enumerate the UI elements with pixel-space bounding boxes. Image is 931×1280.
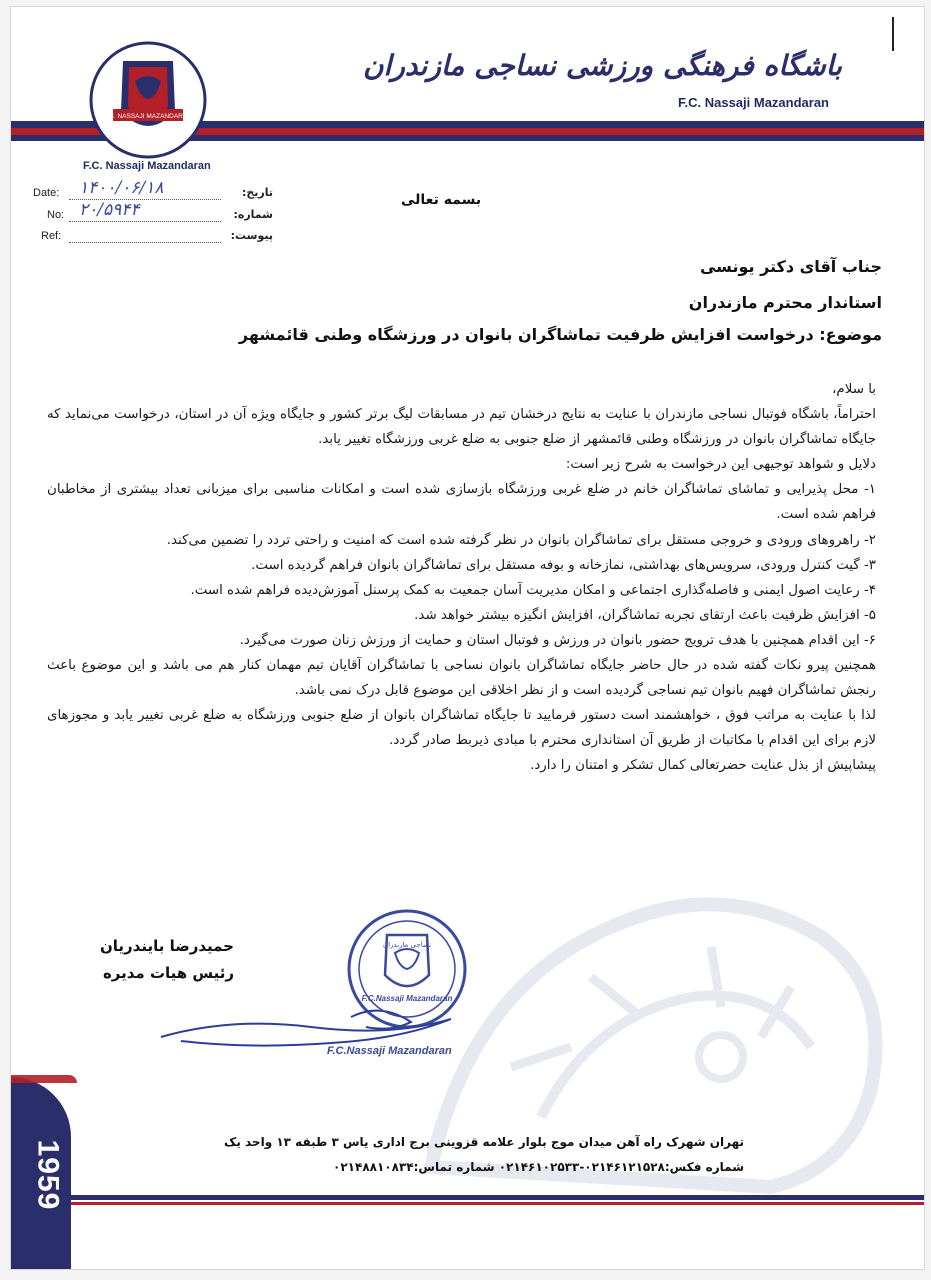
club-name-en: F.C. Nassaji Mazandaran bbox=[678, 95, 829, 110]
closing-paragraph: پیشاپیش از بذل عنایت حضرتعالی کمال تشکر و امتنان را دارد. bbox=[530, 758, 876, 774]
footer-phones: شماره فکس:۰۲۱۴۶۱۲۱۵۲۸-۰۲۱۴۶۱۰۲۵۳۳ شماره تماس:۰۲۱۴۸۸۱۰۸۳۴ bbox=[333, 1160, 744, 1174]
stamp-text-fa: نساجی مازندران bbox=[382, 941, 432, 949]
reason-item-4: ۴- رعایت اصول ایمنی و فاصله‌گذاری اجتماعی و امکان مدیریت آسان جمعیت به کمک پرسنل آموزش‌دیده فراهم شده است. bbox=[190, 582, 876, 598]
founding-year: 1959 bbox=[31, 1139, 64, 1211]
logo-caption: F.C. Nassaji Mazandaran bbox=[83, 160, 211, 172]
number-label-en: No: bbox=[47, 209, 65, 221]
letter-page bbox=[10, 6, 925, 1270]
date-value: ۱۴۰۰/۰۶/۱۸ bbox=[79, 178, 164, 198]
signatory-name: حمیدرضا بایندریان bbox=[99, 937, 234, 955]
footer-stripe-navy bbox=[71, 1195, 924, 1200]
date-label-fa: تاریخ: bbox=[241, 186, 273, 199]
recipient-title: استاندار محترم مازندران bbox=[688, 293, 882, 312]
date-label-en: Date: bbox=[33, 187, 60, 199]
greeting: با سلام، bbox=[832, 382, 876, 397]
club-logo bbox=[83, 41, 213, 159]
footer-stripe-thin-red bbox=[71, 1202, 924, 1205]
ref-label-fa: پیوست: bbox=[230, 229, 273, 242]
reason-item-6: ۶- این اقدام همچنین با هدف ترویج حضور بانوان در ورزش و فوتبال استان و حمایت از ورزش زنان صورت می‌گیرد. bbox=[239, 632, 876, 648]
reason-item-1: ۱- محل پذیرایی و تماشای تماشاگران خانم در ضلع غربی ورزشگاه بازسازی شده است و امکانات مناسبی برای میزبانی تعداد بیشتری از مخاطبان فراهم شده است. bbox=[47, 482, 876, 523]
reason-item-2: ۲- راهروهای ورودی و خروجی مستقل برای تماشاگران بانوان در نظر گرفته شده است که امنیت و راحتی تردد را تضمین می‌کند. bbox=[166, 532, 876, 548]
ref-label-en: Ref: bbox=[41, 230, 62, 242]
reasons-intro: دلایل و شواهد توجیهی این درخواست به شرح زیر است: bbox=[565, 457, 876, 473]
intro-paragraph: احتراماً، باشگاه فوتبال نساجی مازندران با عنایت به نتایج درخشان تیم در مسابقات لیگ برتر کشور و جایگاه ویژه آن در استان، درخواست می‌نماید که جایگاه تماشاگران بانوان در ورزشگاه وطنی قائمشهر از ضلع جنوبی به ضلع غربی ورزشگاه تغییر یابد. bbox=[47, 407, 876, 448]
request-paragraph: لذا با عنایت به مراتب فوق ، خواهشمند است دستور فرمایید تا جایگاه تماشاگران بانوان از ضلع جنوبی ورزشگاه به ضلع غربی تغییر یابد و مجوزهای لازم برای این اقدام با مکاتبات از طریق آن استانداری محترم با مبادی ذیربط صادر گردد. bbox=[47, 708, 876, 749]
ref-row bbox=[33, 228, 273, 246]
logo-band-text: F.C. NASSAJI MAZANDARAN bbox=[104, 113, 192, 120]
number-row bbox=[33, 200, 273, 225]
ref-line bbox=[69, 242, 221, 243]
signatory-title: رئیس هیات مدیره bbox=[102, 964, 234, 982]
situation-paragraph: همچنین پیرو نکات گفته شده در حال حاضر جایگاه تماشاگران بانوان نساجی با تماشاگران آقایان تیم مهمان کنار هم می باشد و این موضوع باعث رنجش تماشاگران فهیم بانوان تیم نساجی گردیده است و از نظر اخلاقی این موضوع قابل درک نمی باشد. bbox=[47, 658, 876, 699]
recipient-name: جناب آقای دکتر یونسی bbox=[699, 257, 882, 276]
stamp-text-en: F.C.Nassaji Mazandaran bbox=[361, 994, 453, 1003]
reason-item-5: ۵- افزایش ظرفیت باعث ارتقای تجربه تماشاگران، افزایش انگیزه بیشتر خواهد شد. bbox=[414, 607, 876, 623]
letter-body bbox=[47, 377, 876, 779]
reason-item-3: ۳- گیت کنترل ورودی، سرویس‌های بهداشتی، نمازخانه و بوفه مستقل برای تماشاگران بانوان فراهم گردیده است. bbox=[251, 557, 876, 573]
club-name-fa: باشگاه فرهنگی ورزشی نساجی مازندران bbox=[362, 49, 842, 82]
basmala: بسمه تعالی bbox=[401, 192, 482, 208]
footer-address: تهران شهرک راه آهن میدان موج بلوار علامه قزوینی برج اداری یاس ۳ طبقه ۱۳ واحد یک bbox=[224, 1135, 744, 1149]
number-line bbox=[69, 221, 221, 222]
scroll-indicator bbox=[892, 17, 894, 51]
number-label-fa: شماره: bbox=[233, 208, 273, 221]
number-value: ۲۰/۵۹۴۴ bbox=[79, 200, 140, 220]
stamp-caption: F.C.Nassaji Mazandaran bbox=[327, 1045, 452, 1057]
letter-subject: موضوع: درخواست افزایش ظرفیت تماشاگران بانوان در ورزشگاه وطنی قائمشهر bbox=[238, 325, 882, 344]
footer-stripe-red bbox=[10, 1075, 77, 1083]
date-row bbox=[33, 178, 273, 203]
